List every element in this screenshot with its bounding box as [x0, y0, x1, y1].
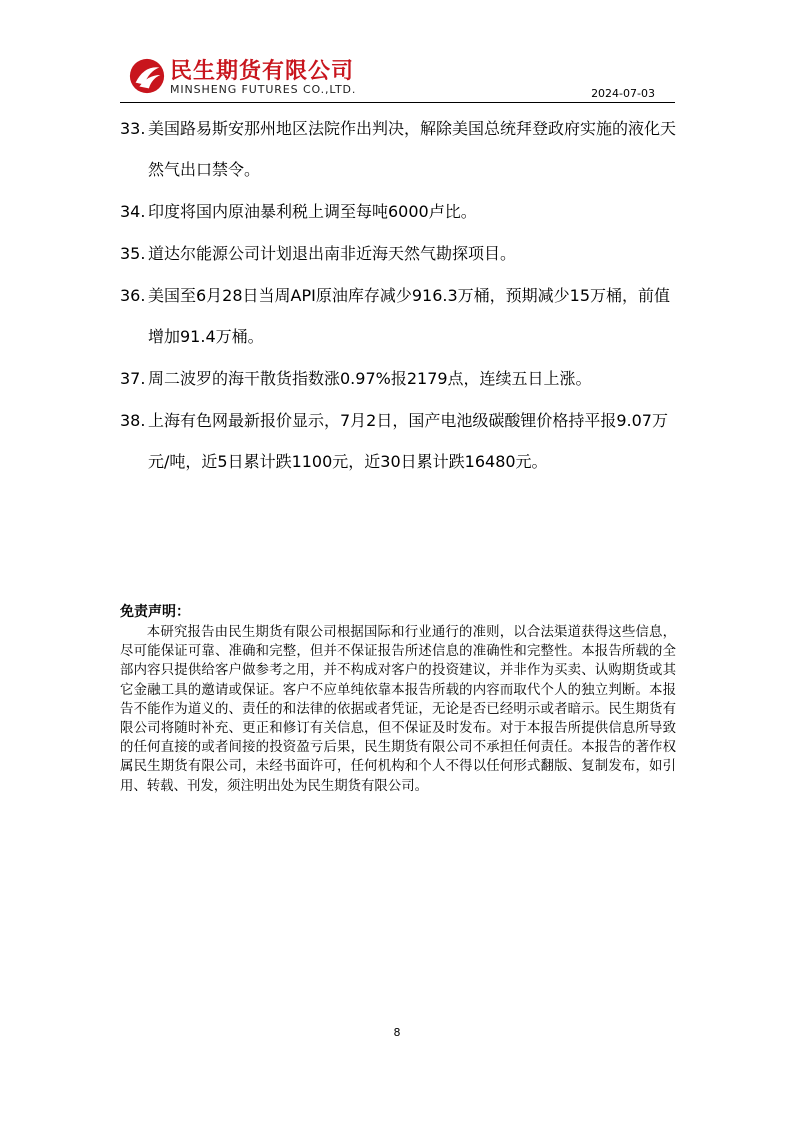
- disclaimer-title: 免责声明：: [120, 604, 190, 620]
- list-item: [120, 358, 680, 399]
- page-number: 8: [393, 1026, 401, 1039]
- item-number: 34.: [120, 202, 146, 221]
- list-item: [120, 233, 680, 274]
- item-number: 37.: [120, 369, 146, 388]
- disclaimer-body: 本研究报告由民生期货有限公司根据国际和行业通行的准则，以合法渠道获得这些信息，尽可能保证可靠、准确和完整，但并不保证报告所述信息的准确性和完整性。本报告所载的全部内容只提供给客户做参考之用，并不构成对客户的投资建议，并非作为买卖、认购期货或其它金融工具的邀请或保证。客户不应单纯依靠本报告所载的内容而取代个人的独立判断。本报告不能作为道义的、责任的和法律的依据或者凭证，无论是否已经明示或者暗示。民生期货有限公司将随时补充、更正和修订有关信息，但不保证及时发布。对于本报告所提供信息所导致的任何直接的或者间接的投资盈亏后果，民生期货有限公司不承担任何责任。本报告的著作权属民生期货有限公司，未经书面许可，任何机构和个人不得以任何形式翻版、复制发布，如引用、转载、刊发，须注明出处为民生期货有限公司。: [120, 625, 676, 794]
- item-text: 上海有色网最新报价显示，7月2日，国产电池级碳酸锂价格持平报9.07万元/吨，近5日累计跌1100元，近30日累计跌16480元。: [148, 411, 668, 471]
- item-text: 印度将国内原油暴利税上调至每吨6000卢比。: [148, 202, 477, 221]
- item-text: 道达尔能源公司计划退出南非近海天然气勘探项目。: [148, 244, 517, 263]
- news-list: [120, 108, 680, 483]
- minsheng-logo-icon: [128, 57, 166, 95]
- list-item: [120, 108, 680, 190]
- list-item: [120, 191, 680, 232]
- item-text: 美国路易斯安那州地区法院作出判决，解除美国总统拜登政府实施的液化天然气出口禁令。: [148, 119, 677, 179]
- item-number: 38.: [120, 411, 146, 430]
- item-text: 周二波罗的海干散货指数涨0.97%报2179点，连续五日上涨。: [148, 369, 592, 388]
- disclaimer-section: [120, 601, 676, 796]
- item-number: 33.: [120, 119, 146, 138]
- item-number: 35.: [120, 244, 146, 263]
- item-number: 36.: [120, 286, 146, 305]
- item-text: 美国至6月28日当周API原油库存减少916.3万桶，预期减少15万桶，前值增加91.4万桶。: [148, 286, 671, 346]
- list-item: [120, 275, 680, 357]
- page-header: [120, 50, 675, 103]
- brand-name-english: MINSHENG FUTURES CO.,LTD.: [170, 83, 357, 96]
- brand-name-chinese: 民生期货有限公司: [170, 59, 355, 84]
- list-item: [120, 400, 680, 482]
- report-date: 2024-07-03: [591, 87, 655, 100]
